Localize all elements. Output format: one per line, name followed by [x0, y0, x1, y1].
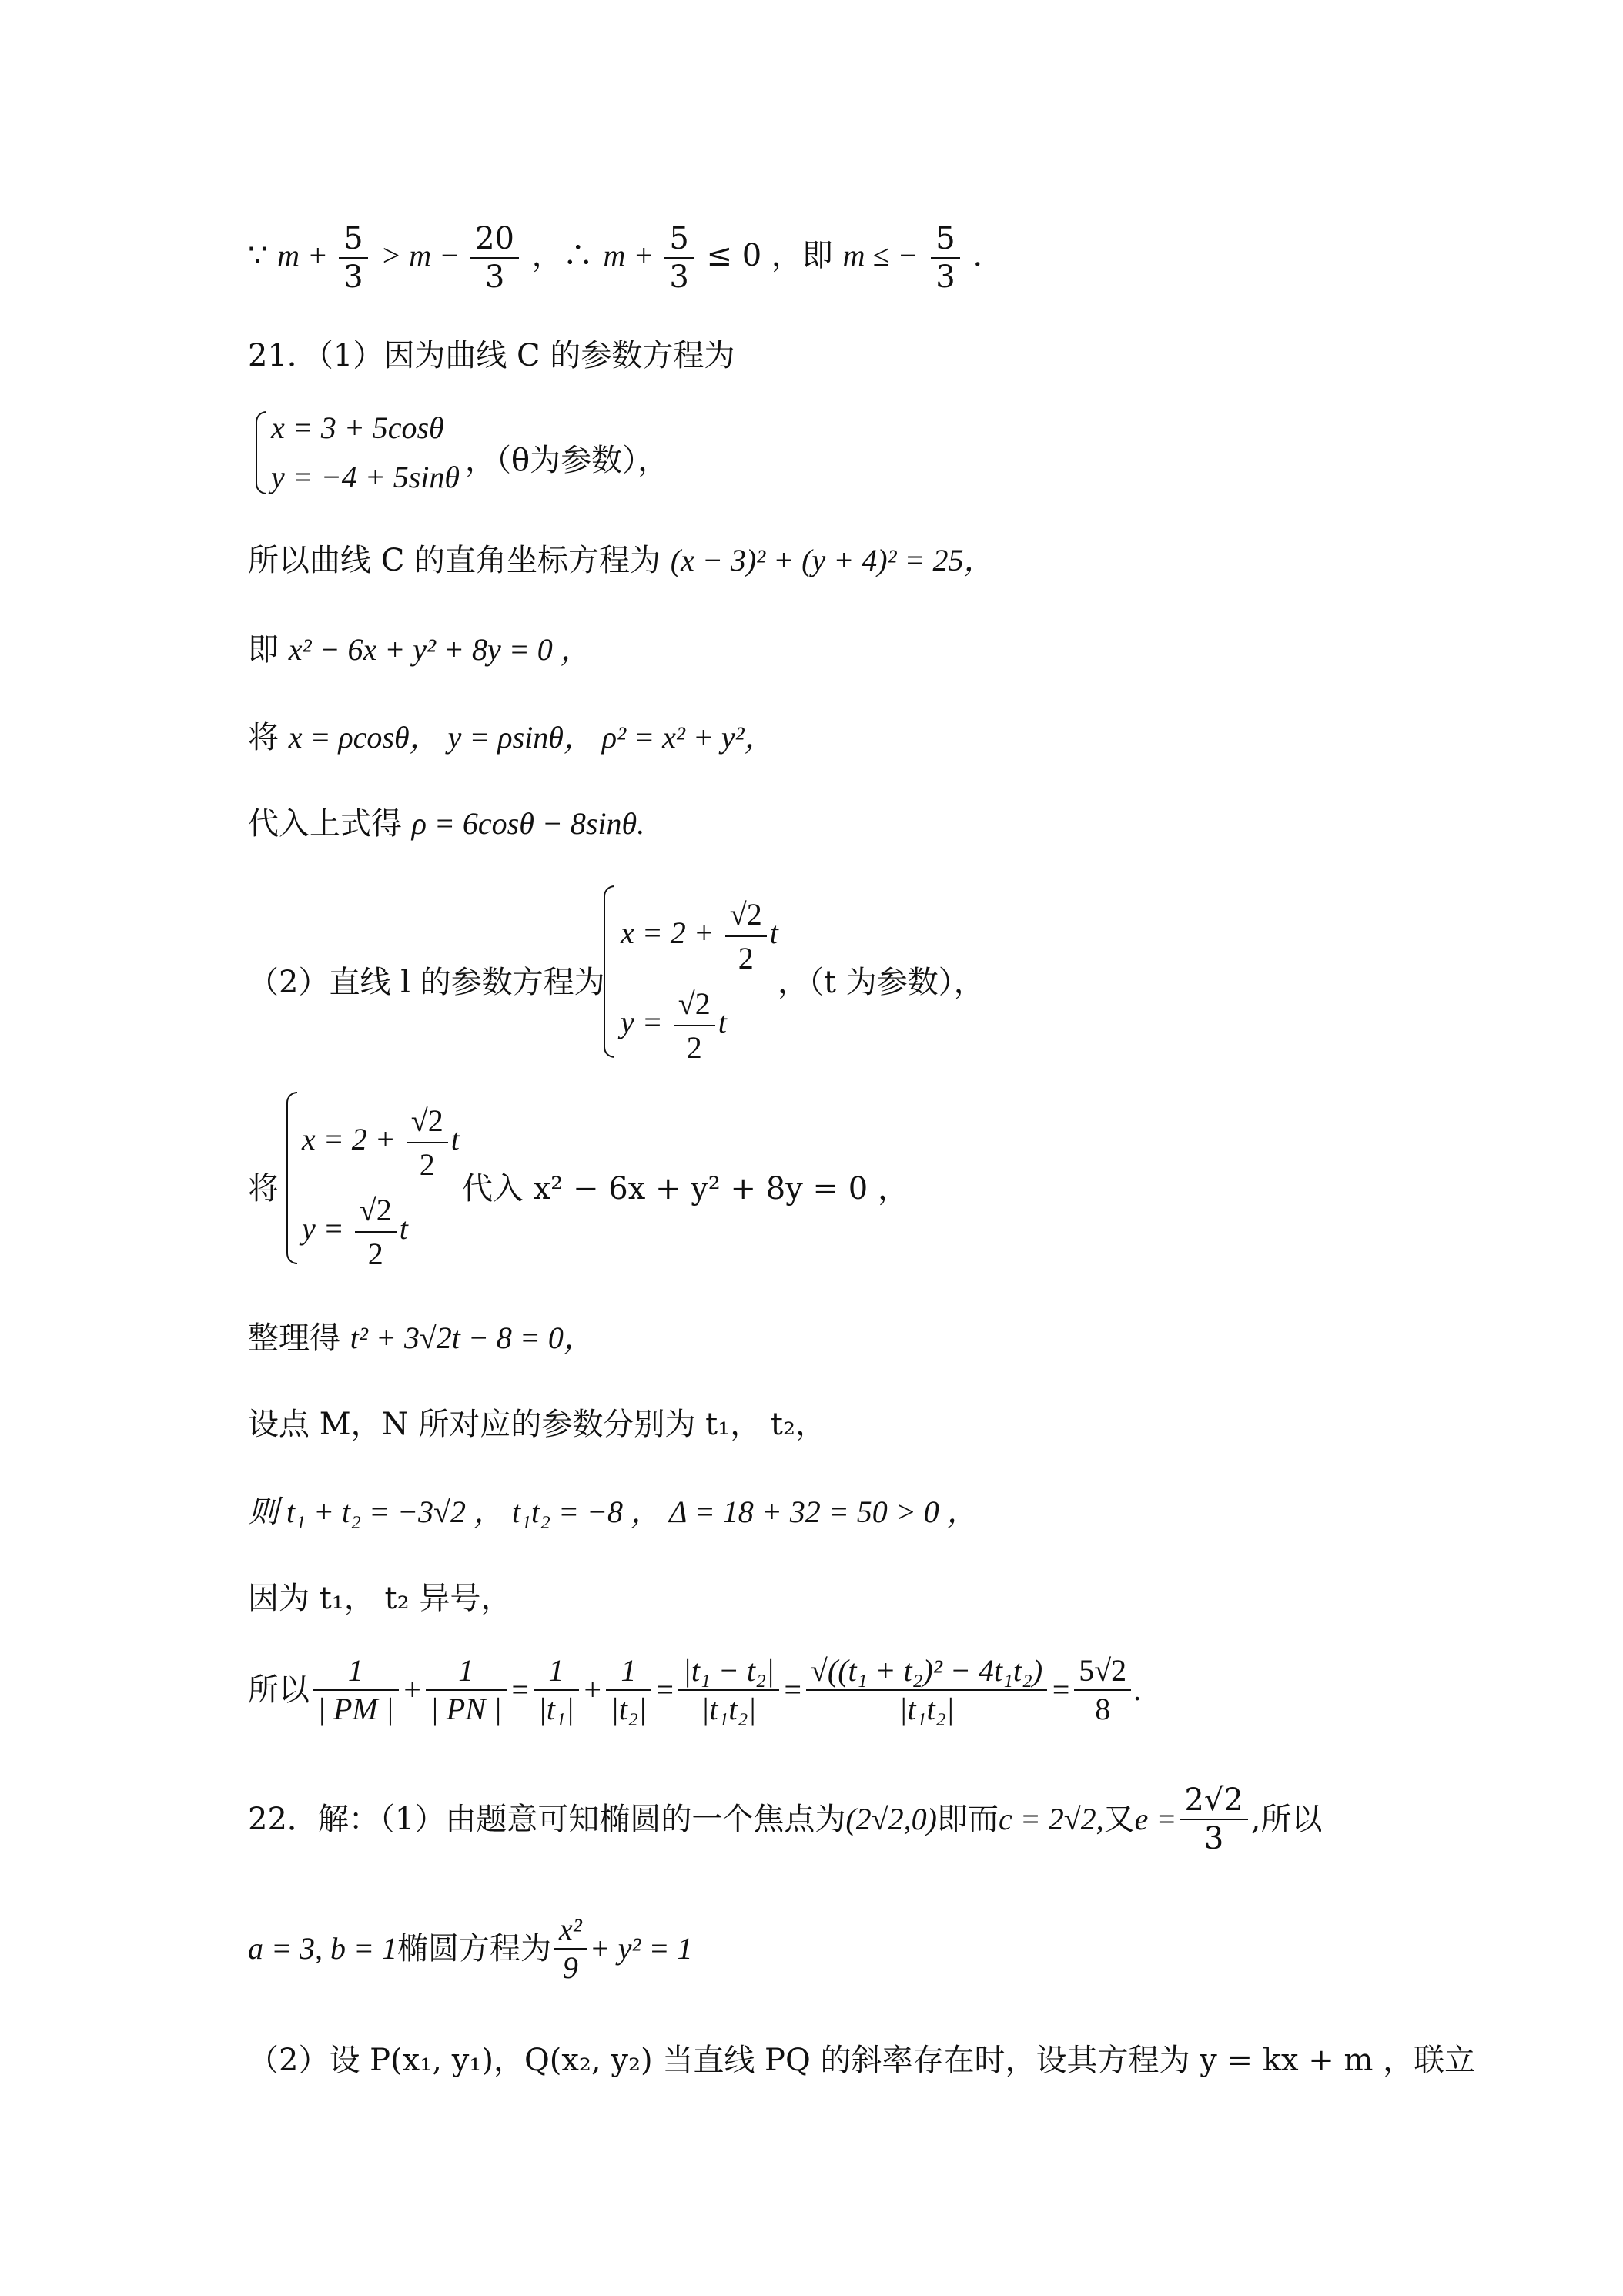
- q22-line: [248, 1782, 1323, 1856]
- fraction: $\frac{5}{3}$: [664, 223, 693, 293]
- text: 所以曲线 C 的直角坐标方程为: [248, 543, 671, 578]
- text: 整理得: [248, 1320, 350, 1356]
- sys2-top: x = 2 + $\frac{√2}{2}$ t: [621, 897, 778, 976]
- sign-line: 因为 t₁， t₂ 异号，: [248, 1581, 512, 1616]
- q22-2-line: （2）设 P(x₁, y₁)，Q(x₂, y₂) 当直线 PQ 的斜率存在时，设其方程为 y = kx + m ，联立: [248, 2043, 1476, 2078]
- brace: [286, 1092, 297, 1264]
- fraction: $\frac{\text{x²}}{9}$: [554, 1914, 587, 1983]
- expr: m +: [277, 238, 336, 273]
- fraction: $\frac{5}{3}$: [931, 223, 959, 293]
- arrange-line: [248, 1320, 594, 1356]
- text: 代入上式得: [248, 806, 412, 842]
- equation: + y² = 1: [589, 1931, 693, 1966]
- expand-line: [248, 632, 591, 668]
- sys3-prefix: 将: [248, 1171, 279, 1207]
- text: 即: [248, 632, 289, 668]
- sys3-bot: y = $\frac{√2}{2}$ t: [302, 1193, 408, 1271]
- brace: [604, 885, 614, 1058]
- brace: [256, 411, 266, 494]
- equation: x² − 6x + y² + 8y = 0 ，: [288, 632, 591, 667]
- vieta-line: 则 t₁ + t₂ = −3√2 ， t₁t₂ = −8 ， Δ = 18 + 32 = 50 > 0 ，: [248, 1494, 978, 1529]
- q21-heading: 21．（1）因为曲线 C 的参数方程为: [248, 338, 735, 373]
- sys3-top: x = 2 + $\frac{√2}{2}$ t: [302, 1103, 460, 1182]
- polar-line: [248, 806, 645, 842]
- sys1-top: x = 3 + 5cosθ: [271, 410, 444, 445]
- text: 又: [1103, 1802, 1135, 1837]
- equation: e =: [1134, 1802, 1177, 1836]
- fraction: $\frac{\text{√((t₁ + t₂)² − 4t₁t₂)}}{\text{|t₁t₂|}}$: [806, 1655, 1047, 1725]
- focus-point: (2√2,0): [845, 1802, 937, 1836]
- expr: ≤ 0 ，即: [706, 238, 843, 273]
- sys2-note: ，（t 为参数），: [778, 965, 985, 1000]
- therefore-symbol: ，∴: [531, 238, 594, 273]
- fraction: $\frac{1}{\text{|t₁|}}$: [534, 1655, 579, 1725]
- fraction: $\frac{1}{| PM |}$: [313, 1655, 399, 1725]
- equation: (x − 3)² + (y + 4)² = 25，: [670, 543, 995, 577]
- equation: ρ = 6cosθ − 8sinθ.: [411, 806, 645, 841]
- fraction: $\frac{5}{3}$: [339, 223, 367, 293]
- sys1-bot: y = −4 + 5sinθ: [271, 460, 460, 494]
- ellipse-line: [248, 1914, 692, 1983]
- rect-eq-line: [248, 545, 995, 576]
- text: ,所以: [1250, 1802, 1323, 1837]
- system-line-l: [248, 878, 1018, 1063]
- system-curve: [248, 407, 941, 499]
- equation: x = ρcosθ， y = ρsinθ， ρ² = x² + y²，: [288, 720, 775, 755]
- fraction: $\frac{5√2}{8}$: [1074, 1655, 1131, 1725]
- equation: c = 2√2,: [998, 1802, 1104, 1836]
- fraction: $\frac{1}{| PN |}$: [426, 1655, 507, 1725]
- expr: > m −: [380, 238, 468, 273]
- equation: a = 3, b = 1: [248, 1931, 397, 1966]
- text: 22．解：（1）由题意可知椭圆的一个焦点为: [248, 1802, 846, 1837]
- sys2-bot: y = $\frac{√2}{2}$ t: [621, 986, 727, 1065]
- period: .: [972, 238, 983, 273]
- line-condition: [248, 223, 982, 293]
- fraction: $\frac{20}{3}$: [470, 223, 519, 293]
- sys1-note: ，（θ为参数），: [465, 443, 669, 478]
- expr: m +: [603, 238, 662, 273]
- subst-line: [248, 722, 775, 753]
- fraction: $\frac{1}{\text{|t₂|}}$: [606, 1655, 651, 1725]
- final-expression: 所以 $\frac{1}{| PM |}$ + $\frac{1}{| PN |}$ = $\frac{1}{\text{|t₁|}}$ + $\frac{1}{\text{|t₂|}}$ = $\frac{\text{|t₁ − t₂|}}{\text{|t₁t₂|}}$ = $\frac{\text{√((t₁ + t₂)² − 4t₁t₂)}}{\text{|t₁t₂|}}$ = $\frac{5√2}{8}$ .: [248, 1653, 1143, 1726]
- equation: t² + 3√2t − 8 = 0，: [350, 1320, 594, 1355]
- q21-2-prefix: （2）直线 l 的参数方程为: [248, 965, 605, 1000]
- text: 即而: [936, 1802, 999, 1837]
- fraction: $\frac{2√2}{3}$: [1180, 1785, 1247, 1854]
- text: 将: [248, 720, 289, 755]
- sys3-suffix: 代入 x² − 6x + y² + 8y = 0 ，: [462, 1171, 909, 1207]
- expr: m ≤ −: [842, 238, 919, 273]
- text: 所以: [248, 1672, 310, 1707]
- because-symbol: ∵: [248, 238, 268, 273]
- text: 椭圆方程为: [397, 1931, 551, 1966]
- system-substitute: [248, 1084, 1018, 1269]
- fraction: $\frac{\text{|t₁ − t₂|}}{\text{|t₁t₂|}}$: [678, 1655, 779, 1725]
- params-line: 设点 M，N 所对应的参数分别为 t₁， t₂，: [248, 1407, 827, 1442]
